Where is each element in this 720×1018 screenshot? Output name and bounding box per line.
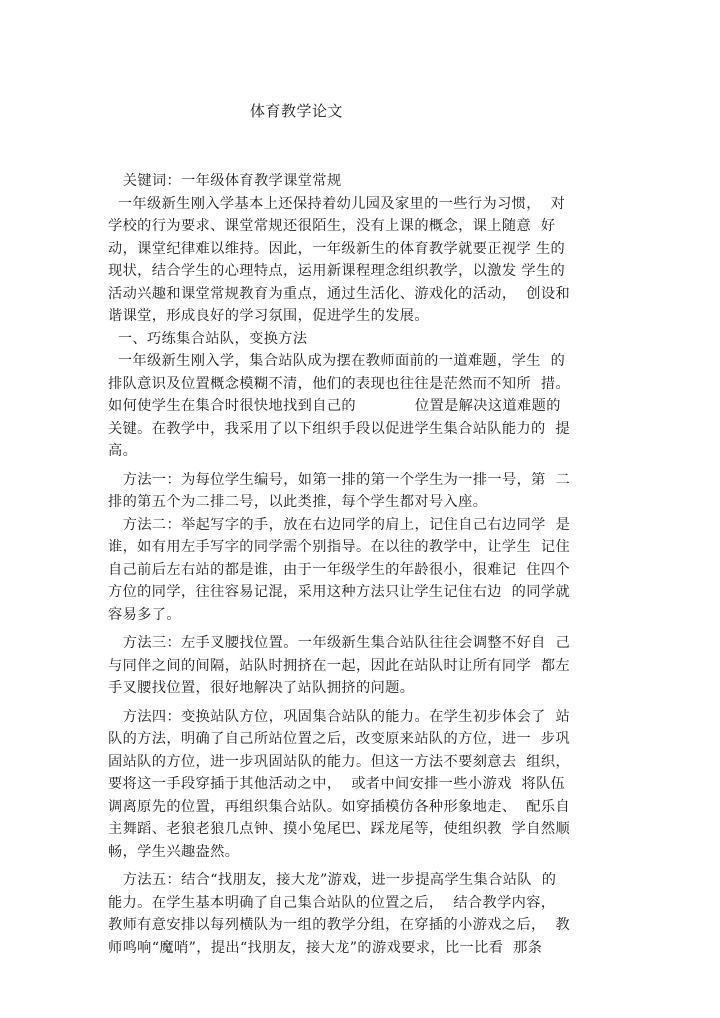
text-line: 方法一：为每位学生编号，如第一排的第一个学生为一排一号，第 二 <box>108 471 571 488</box>
text-line: 教师有意安排以每列横队为一组的教学分组，在穿插的小游戏之后， 教 <box>108 917 571 933</box>
text-line: 谐课堂，形成良好的学习氛围，促进学生的发展。 <box>108 308 429 324</box>
text-line: 一年级新生刚入学基本上还保持着幼儿园及家里的一些行为习惯， 对 <box>108 195 566 212</box>
text-line: 方法四：变换站队方位，巩固集合站队的能力。在学生初步体会了 站 <box>108 708 571 725</box>
text-line: 如何使学生在集合时很快地找到自己的 位置是解决这道难题的 <box>108 398 561 414</box>
text-line: 高。 <box>108 443 138 459</box>
text-line: 调离原先的位置，再组织集合站队。如穿插模仿各种形象地走、 配乐自 <box>108 798 571 815</box>
text-line: 固站队的方位，进一步巩固站队的能力。但这一方法不要刻意去 组织， <box>108 753 571 770</box>
text-line: 手叉腰找位置，很好地解决了站队拥挤的问题。 <box>108 680 415 696</box>
text-line: 关键。在教学中，我采用了以下组织手段以促进学生集合站队能力的 提 <box>108 420 571 437</box>
text-line: 队的方法，明确了自己所站位置之后，改变原来站队的方位，进一 步巩 <box>108 731 571 747</box>
document-title: 体育教学论文 <box>250 102 344 120</box>
text-line: 关键词：一年级体育教学课堂常规 <box>108 173 342 189</box>
text-line: 方法三：左手叉腰找位置。一年级新生集合站队往往会调整不好自 己 <box>108 635 571 651</box>
text-line: 活动兴趣和课堂常规教育为重点，通过生活化、游戏化的活动， 创设和 <box>108 285 571 302</box>
text-line: 自己前后左右站的都是谁，由于一年级学生的年龄很小，很难记 住四个 <box>108 561 571 578</box>
text-line: 动，课堂纪律难以维持。因此，一年级新生的体育教学就要正视学 生的 <box>108 240 566 257</box>
text-line: 谁，如有用左手写字的同学需个别指导。在以往的教学中，让学生 记住 <box>108 539 571 555</box>
text-line: 容易多了。 <box>108 606 181 623</box>
text-line: 要将这一手段穿插于其他活动之中， 或者中间安排一些小游戏 将队伍 <box>108 776 566 792</box>
section-heading: 一、巧练集合站队，变换方法 <box>108 330 308 347</box>
text-line: 现状，结合学生的心理特点，运用新课程理念组织教学，以激发 学生的 <box>108 263 566 279</box>
text-line: 排队意识及位置概念模糊不清，他们的表现也往往是茫然而不知所 措。 <box>108 375 571 392</box>
text-line: 学校的行为要求、课堂常规还很陌生，没有上课的概念，课上随意 好 <box>108 218 556 234</box>
text-line: 能力。在学生基本明确了自己集合站队的位置之后， 结合教学内容， <box>108 894 556 911</box>
text-line: 一年级新生刚入学，集合站队成为摆在教师面前的一道难题，学生 的 <box>108 353 566 369</box>
text-line: 方位的同学，往往容易记混，采用这种方法只让学生记住右边 的同学就 <box>108 584 571 600</box>
text-line: 排的第五个为二排二号，以此类推，每个学生都对号入座。 <box>108 494 488 510</box>
text-line: 畅，学生兴趣盎然。 <box>108 843 240 860</box>
text-line: 方法五：结合“找朋友，接大龙”游戏，进一步提高学生集合站队 的 <box>108 872 557 888</box>
document-body <box>108 170 608 959</box>
text-line: 师鸣响“魔哨”，提出“找朋友，接大龙”的游戏要求，比一比看 那条 <box>108 939 543 956</box>
text-line: 与同伴之间的间隔，站队时拥挤在一起，因此在站队时让所有同学 都左 <box>108 657 571 674</box>
text-line: 主舞蹈、老狼老狼几点钟、摸小兔尾巴、踩龙尾等，使组织教 学自然顺 <box>108 821 571 837</box>
text-line: 方法二：举起写字的手，放在右边同学的肩上，记住自己右边同学 是 <box>108 516 571 533</box>
